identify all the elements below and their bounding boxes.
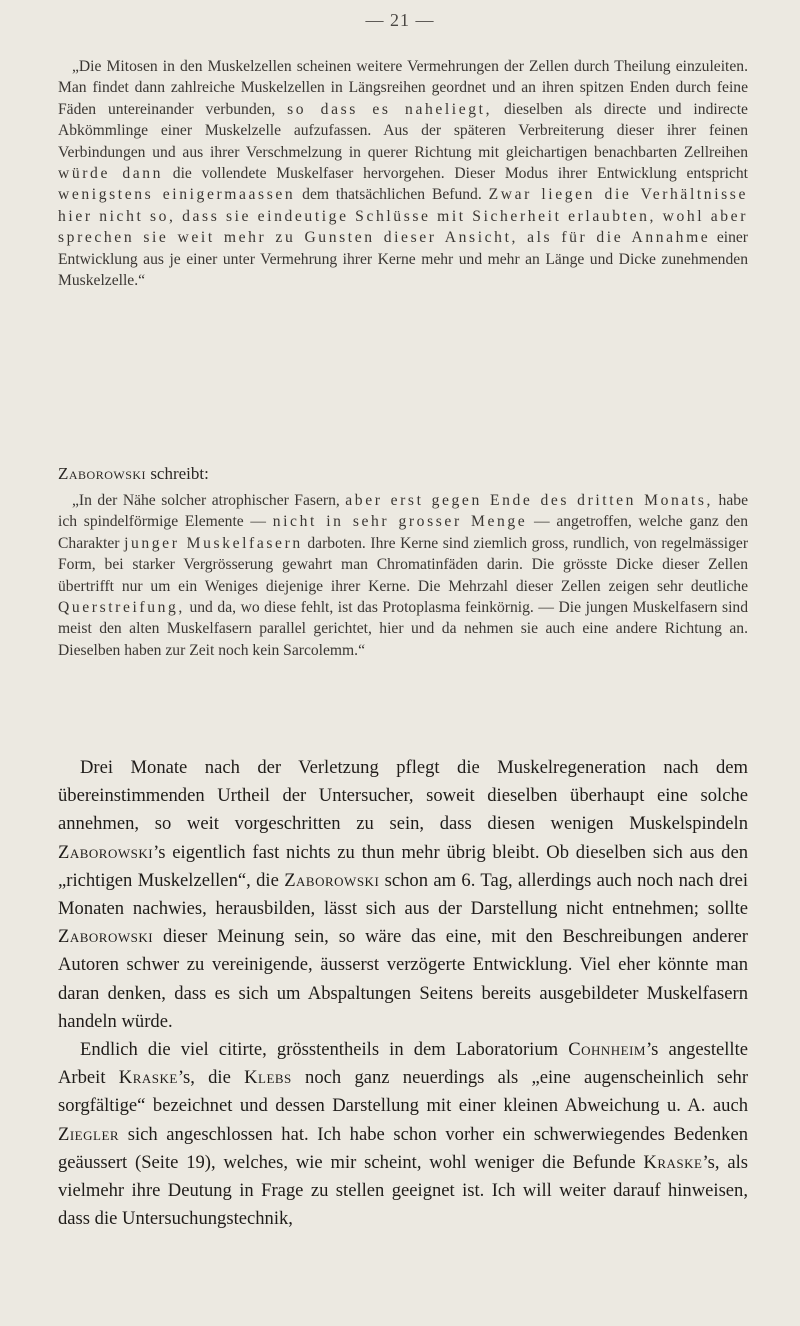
attribution-verb: schreibt:: [146, 464, 209, 483]
quote-text: „In der Nähe solcher atrophischer Fasern,: [72, 492, 346, 509]
body-text-run: dieser Meinung sein, so wäre das eine, mit den Beschreibungen anderer Autoren schwer zu vereinigende, äusserst verzögerte Entwicklung. Viel eher könnte man daran denken, dass es sich um Abspaltungen Seitens bereits ausgebildeter Muskelfasern handeln würde.: [58, 926, 748, 1032]
author-name: Zaborowski: [58, 841, 154, 863]
spaced-emphasis: so dass es naheliegt,: [287, 100, 493, 118]
quote-text: einer Entwicklung aus je einer unter Vermehrung ihrer Kerne mehr und mehr an Länge und Dicke zunehmenden Muskelzelle.“: [58, 229, 748, 290]
quote-text: „Die Mitosen in den Muskelzellen scheinen weitere Vermehrungen der Zellen durch Theilung einzuleiten. Man findet dann zahlreiche Muskelzellen in Längsreihen geordnet und an ihren spitzen Enden durch feine Fäden untereinander verbunden,: [58, 58, 748, 118]
quote-text: habe ich spindelförmige Elemente —: [58, 492, 748, 531]
body-text-run: ’s angestellte Arbeit: [58, 1039, 748, 1089]
author-name: Zaborowski: [58, 926, 154, 948]
body-text-run: ’s eigentlich fast nichts zu thun mehr übrig bleibt. Ob dieselben sich aus den „richtigen Muskelzellen“, die: [58, 841, 748, 891]
spaced-emphasis: Querstreifung,: [58, 599, 185, 617]
quote-text: darboten. Ihre Kerne sind ziemlich gross, rundlich, von regelmässiger Form, bei starker Vergrösserung gewahrt man Chromatinfäden darin. Die grösste Dicke dieser Zellen übertrifft nur um ein Weniges diejenige ihrer Kerne. Die Mehrzahl dieser Zellen zeigen sehr deutliche: [58, 534, 749, 595]
body-paragraph: [58, 754, 748, 1036]
author-name: Kraske: [118, 1067, 178, 1089]
body-paragraph: [58, 1036, 748, 1233]
spaced-emphasis: würde dann: [58, 165, 164, 183]
body-text: [58, 754, 748, 1233]
spaced-emphasis: Zwar liegen die Verhältnisse hier nicht so, dass sie eindeutige Schlüsse mit Sicherheit erlaubten, wohl aber sprechen sie weit mehr zu Gunsten dieser Ansicht, als für die Annahme: [58, 186, 748, 247]
body-text-run: schon am 6. Tag, allerdings auch noch nach drei Monaten nachwies, herausbilden, lässt sich aus der Darstellung nicht entnehmen; sollte: [58, 869, 748, 920]
quote-text: — angetroffen, welche ganz den Charakter: [58, 513, 749, 552]
body-text-run: noch ganz neuerdings als „eine augenscheinlich sehr sorgfältige“ bezeichnet und dessen Darstellung mit einer kleinen Abweichung u. A. auch: [58, 1067, 749, 1117]
author-name: Klebs: [244, 1067, 292, 1089]
quote-text: dieselben als directe und indirecte Abkömmlinge einer Muskelzelle aufzufassen. Aus der späteren Verbreiterung dieser ihrer feinen Verbindungen und aus ihrer Verschmelzung in querer Richtung mit gleichartigen benachbarten Zellreihen: [58, 100, 748, 161]
body-text-run: Endlich die viel citirte, grösstentheils in dem Laboratorium: [80, 1039, 569, 1061]
spaced-emphasis: aber erst gegen Ende des dritten Monats,: [345, 492, 714, 509]
author-name: Ziegler: [58, 1123, 120, 1145]
spaced-emphasis: wenigstens einigermaassen: [58, 186, 296, 204]
quote-paragraph: [58, 56, 748, 291]
quote-block-1: [58, 56, 748, 291]
attribution-line: [58, 462, 748, 486]
body-text-run: ’s, die: [177, 1067, 245, 1089]
body-text-run: ’s, als vielmehr ihre Deutung in Frage zu stellen geeignet ist. Ich will weiter darauf hinweisen, dass die Untersuchungstechnik,: [58, 1151, 748, 1230]
author-name: Zaborowski: [58, 464, 147, 483]
spaced-emphasis: nicht in sehr grosser Menge: [272, 513, 528, 531]
quote-block-2: [58, 490, 748, 661]
quote-text: dem thatsächlichen Befund.: [295, 186, 489, 204]
author-name: Cohnheim: [568, 1039, 646, 1061]
page-number: — 21 —: [365, 10, 435, 30]
quote-text: die vollendete Muskelfaser hervorgehen. Dieser Modus ihrer Entwicklung entspricht: [163, 165, 748, 183]
body-text-run: sich angeschlossen hat. Ich habe schon vorher ein schwerwiegendes Bedenken geäussert (Seite 19), welches, wie mir scheint, wohl weniger die Befunde: [58, 1123, 748, 1173]
spaced-emphasis: junger Muskelfasern: [124, 534, 303, 552]
body-text-run: Drei Monate nach der Verletzung pflegt die Muskelregeneration nach dem übereinstimmenden Urtheil der Untersucher, soweit dieselben überhaupt eine solche annehmen, so weit vorgeschritten zu sein, dass diesen wenigen Muskelspindeln: [58, 757, 748, 835]
quote-paragraph: [58, 490, 748, 661]
quote-text: und da, wo diese fehlt, ist das Protoplasma feinkörnig. — Die jungen Muskelfasern sind meist den alten Muskelfasern parallel gerichtet, hier und da nehmen sie auch eine andere Richtung an. Dieselben haben zur Zeit noch kein Sarcolemm.“: [58, 599, 748, 659]
author-name: Kraske: [643, 1151, 703, 1173]
author-name: Zaborowski: [284, 869, 380, 891]
